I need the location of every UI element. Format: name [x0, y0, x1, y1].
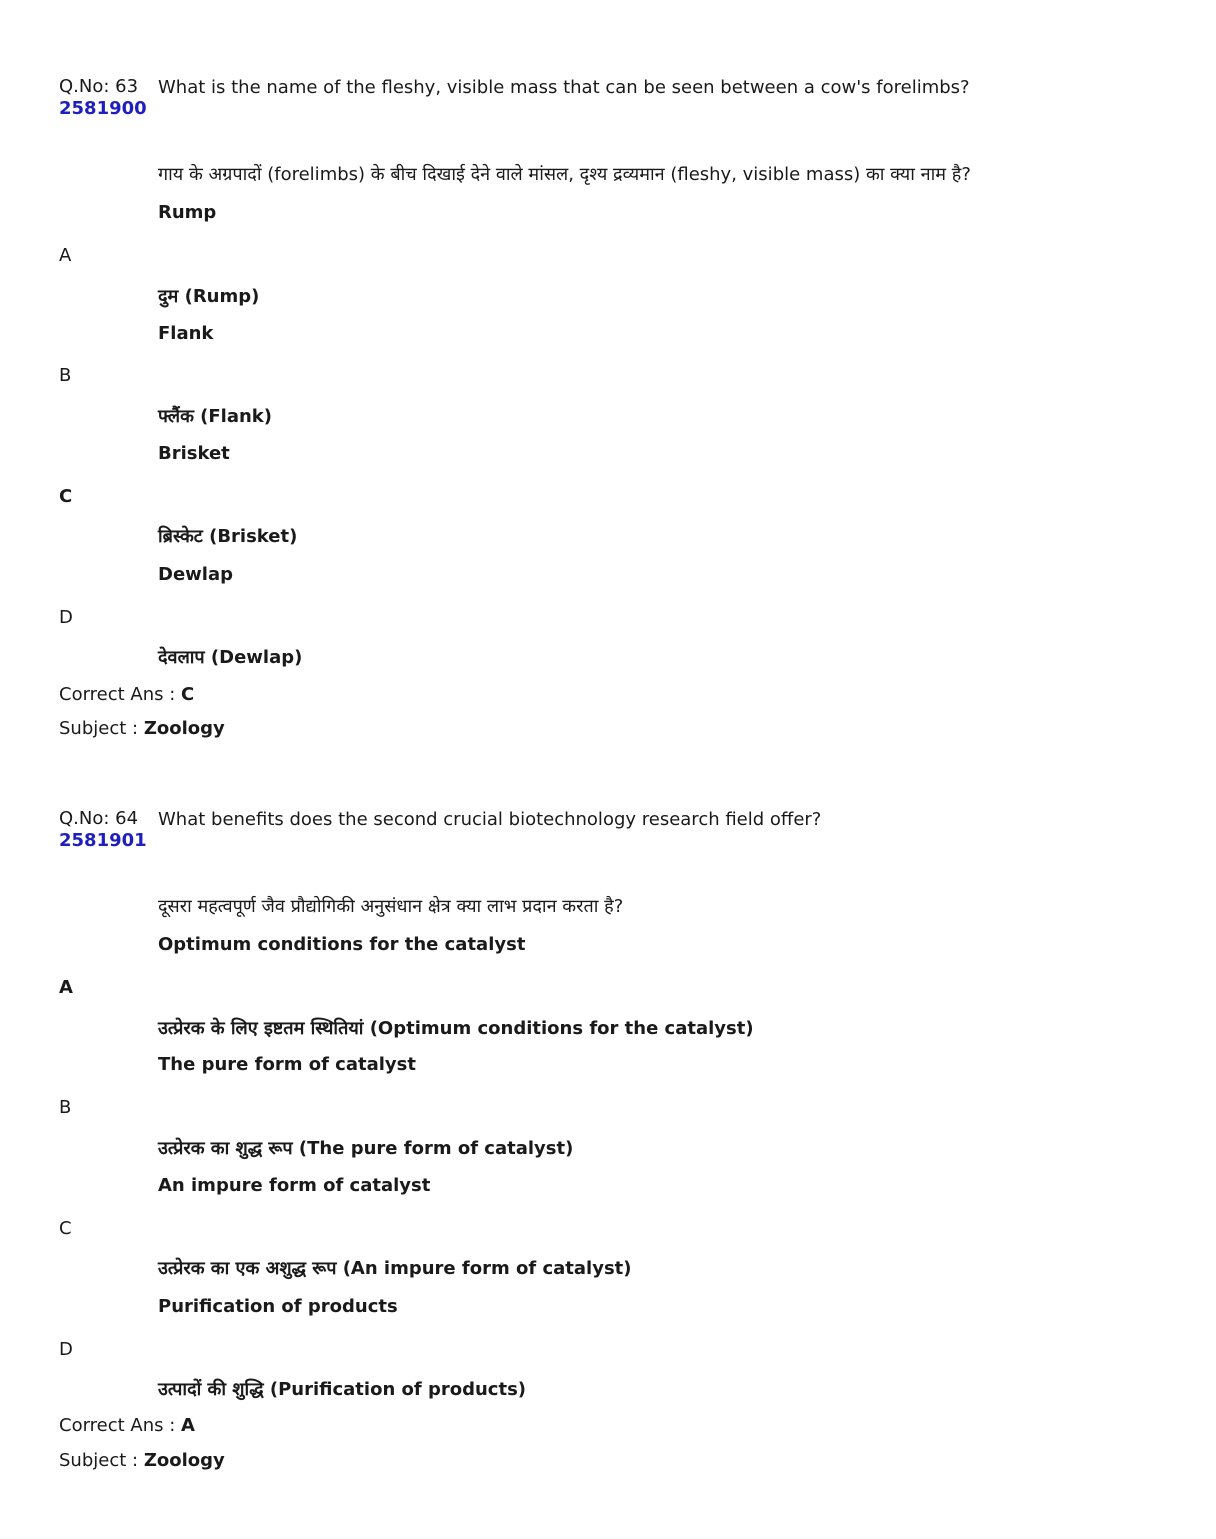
- correct-answer: [59, 684, 194, 705]
- question-id: 2581901: [59, 830, 147, 851]
- question-number: Q.No: 64: [59, 808, 139, 829]
- subject: [59, 1450, 225, 1471]
- correct-answer-value: C: [181, 684, 195, 705]
- option-d-english: Dewlap: [158, 564, 233, 585]
- question-text-hindi: दूसरा महत्वपूर्ण जैव प्रौद्योगिकी अनुसंधान क्षेत्र क्या लाभ प्रदान करता है?: [158, 896, 624, 917]
- option-d-hindi: देवलाप (Dewlap): [158, 647, 303, 668]
- option-d-hindi: उत्पादों की शुद्धि (Purification of products): [158, 1379, 527, 1400]
- subject-value: Zoology: [143, 718, 225, 739]
- option-a-letter: A: [59, 977, 73, 998]
- option-c-hindi: उत्प्रेरक का एक अशुद्ध रूप (An impure form of catalyst): [158, 1258, 632, 1279]
- option-c-letter: C: [59, 1218, 72, 1239]
- option-b-letter: B: [59, 1097, 72, 1118]
- option-a-hindi: उत्प्रेरक के लिए इष्टतम स्थितियां (Optimum conditions for the catalyst): [158, 1018, 754, 1039]
- option-a-english: Rump: [158, 202, 217, 223]
- option-b-letter: B: [59, 365, 72, 386]
- option-b-hindi: उत्प्रेरक का शुद्ध रूप (The pure form of catalyst): [158, 1138, 574, 1159]
- option-c-english: Brisket: [158, 443, 230, 464]
- option-c-letter: C: [59, 486, 73, 507]
- option-a-letter: A: [59, 245, 72, 266]
- correct-answer: [59, 1415, 195, 1436]
- question-number: Q.No: 63: [59, 76, 139, 97]
- question-text: What is the name of the fleshy, visible mass that can be seen between a cow's forelimbs?: [158, 77, 970, 98]
- option-d-letter: D: [59, 607, 73, 628]
- option-b-english: The pure form of catalyst: [158, 1054, 416, 1075]
- option-c-english: An impure form of catalyst: [158, 1175, 431, 1196]
- correct-answer-label: Correct Ans :: [59, 684, 176, 705]
- option-d-english: Purification of products: [158, 1296, 398, 1317]
- option-a-english: Optimum conditions for the catalyst: [158, 934, 526, 955]
- subject: [59, 718, 225, 739]
- subject-label: Subject :: [59, 718, 139, 739]
- option-a-hindi: दुम (Rump): [158, 286, 260, 307]
- subject-value: Zoology: [143, 1450, 225, 1471]
- correct-answer-value: A: [181, 1415, 195, 1436]
- correct-answer-label: Correct Ans :: [59, 1415, 176, 1436]
- subject-label: Subject :: [59, 1450, 139, 1471]
- option-b-hindi: फ्लैंक (Flank): [158, 406, 273, 427]
- option-d-letter: D: [59, 1339, 73, 1360]
- question-text: What benefits does the second crucial biotechnology research field offer?: [158, 809, 822, 830]
- option-b-english: Flank: [158, 323, 214, 344]
- question-id: 2581900: [59, 98, 147, 119]
- option-c-hindi: ब्रिस्केट (Brisket): [158, 526, 298, 547]
- question-text-hindi: गाय के अग्रपादों (forelimbs) के बीच दिखाई देने वाले मांसल, दृश्य द्रव्यमान (fleshy, visible mass) का क्या नाम है?: [158, 164, 971, 185]
